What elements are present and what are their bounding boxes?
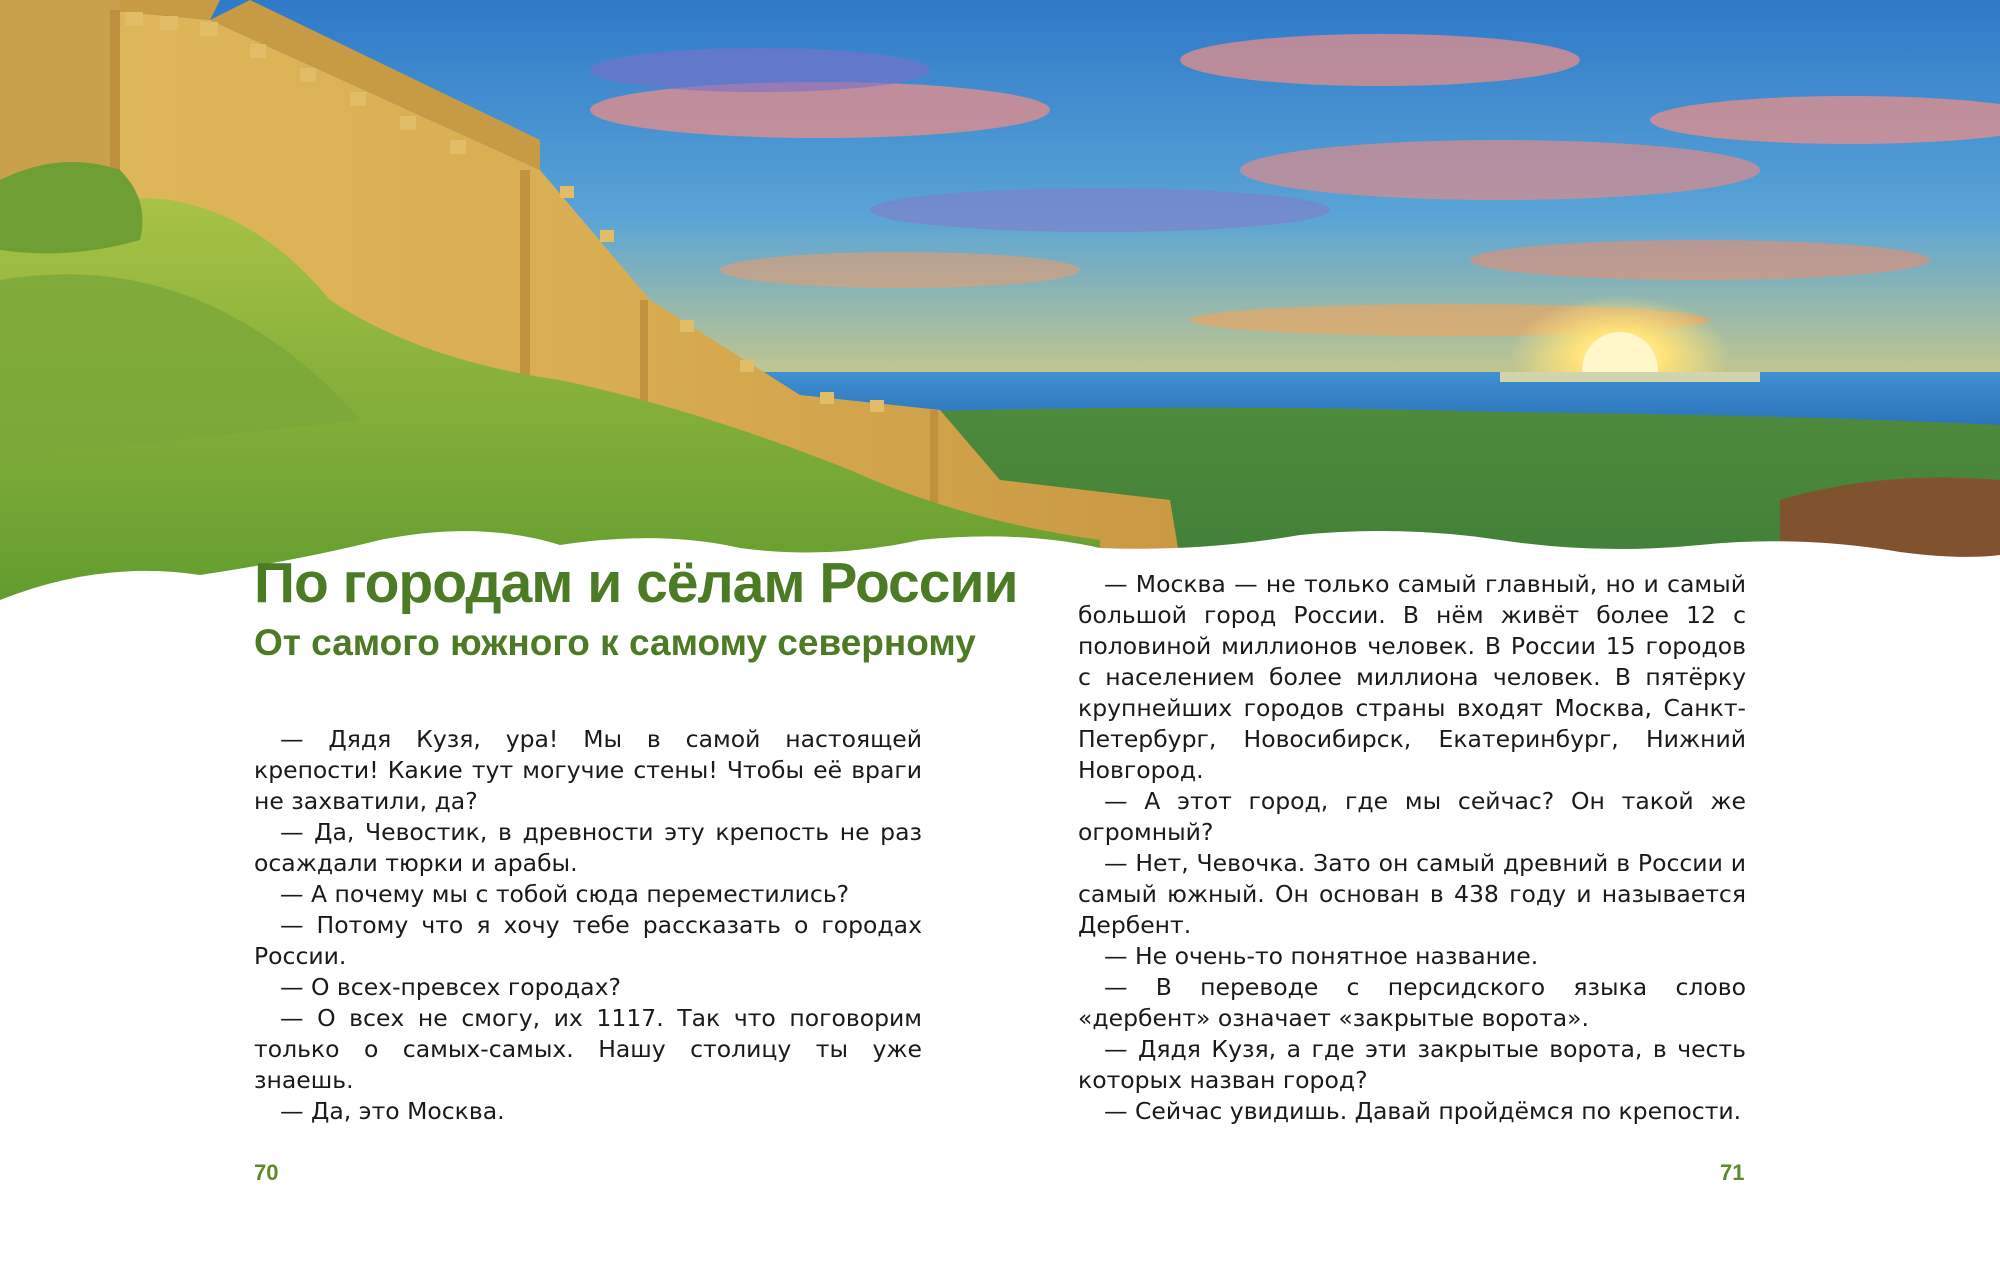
left-text-column: [254, 724, 922, 1127]
fortress-sunset-illustration: [0, 0, 2000, 620]
page-number-left: 70: [254, 1160, 279, 1185]
dialogue-paragraph: — А почему мы с тобой сюда переместились?: [280, 880, 850, 908]
dialogue-paragraph: — Москва — не только самый главный, но и самый большой город России. В нём живёт более 12 с половиной миллионов человек. В России 15 городов с населением более миллиона человек. В пятёрку крупнейших городов страны входят Москва, Санкт-Петербург, Новосибирск, Екатеринбург, Нижний Новгород.: [1078, 570, 1746, 784]
dialogue-paragraph: — Дядя Кузя, ура! Мы в самой настоящей крепости! Какие тут могучие стены! Чтобы её враги не захватили, да?: [254, 725, 922, 815]
page-title: По городам и сёлам России: [254, 551, 1018, 615]
dialogue-paragraph: — Да, это Москва.: [280, 1097, 505, 1125]
dialogue-paragraph: — Нет, Чевочка. Зато он самый древний в России и самый южный. Он основан в 438 году и называется Дербент.: [1078, 849, 1746, 939]
dialogue-paragraph: — Дядя Кузя, а где эти закрытые ворота, в честь которых назван город?: [1078, 1035, 1746, 1094]
dialogue-paragraph: — Сейчас увидишь. Давай пройдёмся по крепости.: [1104, 1097, 1742, 1125]
dialogue-paragraph: — О всех-превсех городах?: [280, 973, 621, 1001]
right-text-column: [1078, 569, 1746, 1127]
page-number-right: 71: [1720, 1160, 1745, 1185]
dialogue-paragraph: — Да, Чевостик, в древности эту крепость не раз осаждали тюрки и арабы.: [254, 818, 922, 877]
dialogue-paragraph: — О всех не смогу, их 1117. Так что поговорим только о самых-самых. Нашу столицу ты уже знаешь.: [254, 1004, 922, 1094]
page-subtitle: От самого южного к самому северному: [254, 622, 976, 663]
dialogue-paragraph: — Не очень-то понятное название.: [1104, 942, 1539, 970]
dialogue-paragraph: — А этот город, где мы сейчас? Он такой же огромный?: [1078, 787, 1746, 846]
dialogue-paragraph: — Потому что я хочу тебе рассказать о городах России.: [254, 911, 922, 970]
dialogue-paragraph: — В переводе с персидского языка слово «дербент» означает «закрытые ворота».: [1078, 973, 1746, 1032]
